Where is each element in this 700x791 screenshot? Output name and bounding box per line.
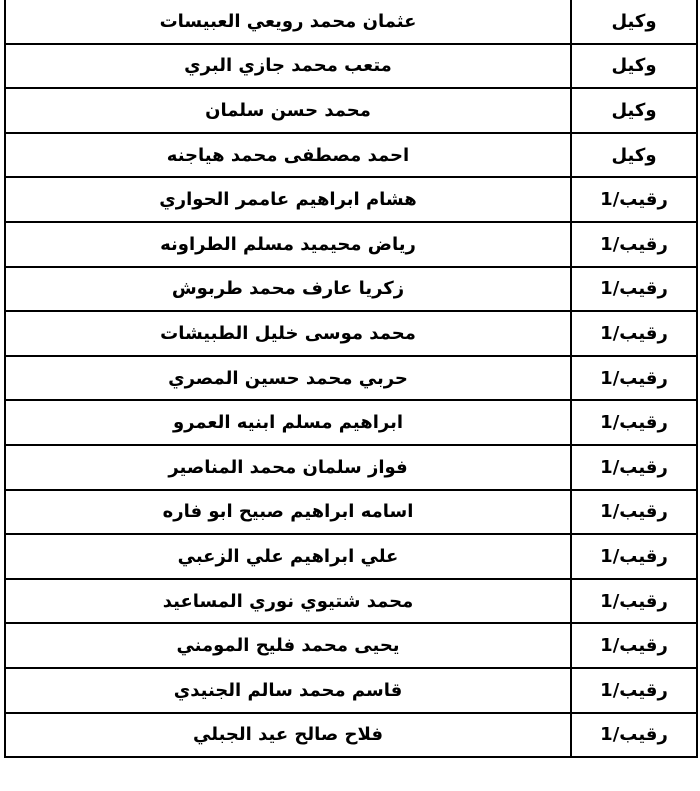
table-row [5,490,697,535]
rank-cell: رقيب/1 [571,400,697,445]
rank-cell: رقيب/1 [571,311,697,356]
rank-cell: رقيب/1 [571,356,697,401]
name-cell: محمد حسن سلمان [5,88,571,133]
name-cell: عثمان محمد رويعي العبيسات [5,0,571,44]
table-row [5,0,697,44]
table-row [5,668,697,713]
name-cell: زكريا عارف محمد طربوش [5,267,571,312]
name-cell: فواز سلمان محمد المناصير [5,445,571,490]
name-cell: محمد شتيوي نوري المساعيد [5,579,571,624]
name-cell: حربي محمد حسين المصري [5,356,571,401]
name-cell: اسامه ابراهيم صبيح ابو فاره [5,490,571,535]
rank-cell: وكيل [571,44,697,89]
table-row [5,311,697,356]
personnel-table [4,0,698,758]
table-row [5,222,697,267]
name-cell: يحيى محمد فليح المومني [5,623,571,668]
rank-cell: رقيب/1 [571,534,697,579]
rank-cell: رقيب/1 [571,623,697,668]
rank-cell: رقيب/1 [571,177,697,222]
rank-cell: وكيل [571,0,697,44]
table-row [5,623,697,668]
rank-cell: رقيب/1 [571,579,697,624]
name-cell: ابراهيم مسلم ابنيه العمرو [5,400,571,445]
rank-cell: رقيب/1 [571,222,697,267]
table-row [5,400,697,445]
rank-cell: وكيل [571,133,697,178]
name-cell: محمد موسى خليل الطبيشات [5,311,571,356]
rank-cell: رقيب/1 [571,445,697,490]
table-row [5,267,697,312]
table-row [5,445,697,490]
rank-cell: رقيب/1 [571,668,697,713]
name-cell: قاسم محمد سالم الجنيدي [5,668,571,713]
rank-cell: رقيب/1 [571,490,697,535]
table-row [5,88,697,133]
table-row [5,713,697,758]
rank-cell: رقيب/1 [571,267,697,312]
table-row [5,44,697,89]
name-cell: علي ابراهيم علي الزعبي [5,534,571,579]
name-cell: احمد مصطفى محمد هياجنه [5,133,571,178]
table-row [5,534,697,579]
table-row [5,177,697,222]
name-cell: هشام ابراهيم عاممر الحواري [5,177,571,222]
name-cell: متعب محمد جازي البري [5,44,571,89]
table-row [5,579,697,624]
rank-cell: رقيب/1 [571,713,697,758]
name-cell: رياض محيميد مسلم الطراونه [5,222,571,267]
name-cell: فلاح صالح عيد الجبلي [5,713,571,758]
table-row [5,133,697,178]
table-row [5,356,697,401]
rank-cell: وكيل [571,88,697,133]
